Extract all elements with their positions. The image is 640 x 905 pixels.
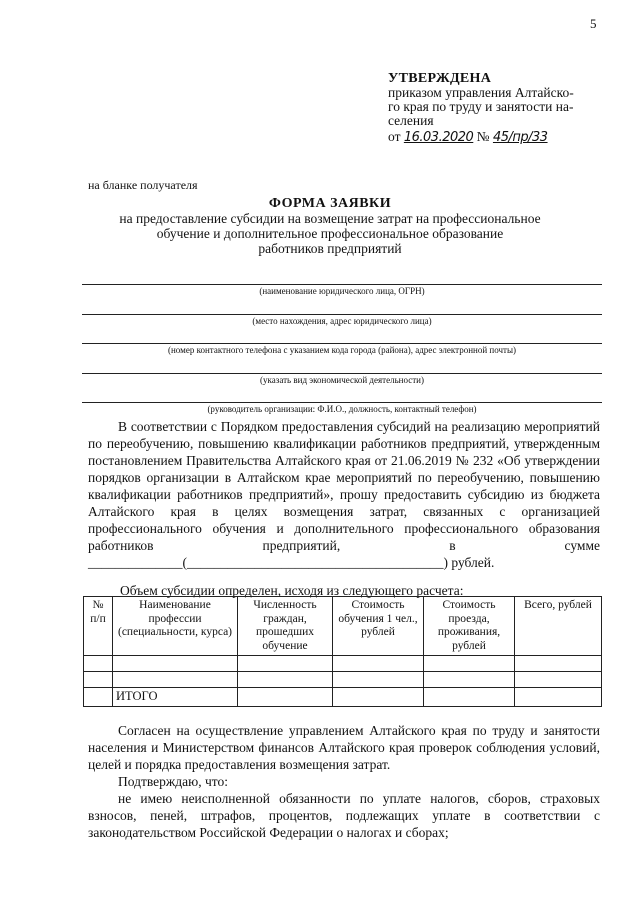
table-cell bbox=[84, 688, 113, 707]
request-text: В соответствии с Порядком предоставления субсидий на реализацию мероприятий по переобучению, повышению квалификации работников предприятий, утвержденным постановлением Правительства Алтайского края от 21.06.2019 № 232 «Об утверждении порядков организации в Алтайском крае мероприятий по переобучению, повышению квалификации работников предприятий», прошу предоставить субсидию из бюджета Алтайского края в целях возмещения затрат, связанных с организацией профессионального обучения и дополнительного профессионального образования работников предприятий, в сумме bbox=[88, 419, 600, 553]
approval-date-line bbox=[388, 130, 603, 145]
field-caption: (наименование юридического лица, ОГРН) bbox=[259, 286, 425, 296]
approval-line: приказом управления Алтайско- bbox=[388, 85, 574, 100]
table-cell[interactable] bbox=[424, 656, 515, 672]
table-cell[interactable] bbox=[424, 672, 515, 688]
table-row bbox=[84, 672, 602, 688]
table-cell[interactable] bbox=[84, 656, 113, 672]
page-number: 5 bbox=[590, 16, 597, 31]
field-line[interactable] bbox=[82, 373, 602, 374]
approval-from-label: от bbox=[388, 129, 401, 144]
main-paragraph bbox=[88, 418, 600, 571]
approval-date: 16.03.2020 bbox=[403, 130, 474, 145]
table-total-row bbox=[84, 688, 602, 707]
approval-line: го края по труду и занятости на- bbox=[388, 99, 574, 114]
field-caption: (место нахождения, адрес юридического лица) bbox=[252, 316, 432, 326]
col-total: Всего, рублей bbox=[515, 597, 602, 656]
col-travel: Стоимость проезда, проживания, рублей bbox=[424, 597, 515, 656]
letterhead-note: на бланке получателя bbox=[88, 178, 198, 192]
table-cell[interactable] bbox=[84, 672, 113, 688]
field-caption: (руководитель организации: Ф.И.О., должность, контактный телефон) bbox=[207, 404, 477, 414]
col-profession: Наименование профессии (специальности, курса) bbox=[113, 597, 238, 656]
form-title: ФОРМА ЗАЯВКИ bbox=[268, 196, 392, 211]
approval-num-label: № bbox=[476, 129, 490, 144]
table-cell[interactable] bbox=[333, 656, 424, 672]
form-subtitle bbox=[60, 211, 600, 256]
col-number: № п/п bbox=[84, 597, 113, 656]
table-cell[interactable] bbox=[333, 688, 424, 707]
field-line[interactable] bbox=[82, 314, 602, 315]
table-cell[interactable] bbox=[238, 688, 333, 707]
field-caption: (номер контактного телефона с указанием кода города (района), адрес электронной почты) bbox=[167, 345, 517, 355]
subtitle-line: работников предприятий bbox=[258, 241, 402, 256]
confirm-item: не имею неисполненной обязанности по уплате налогов, сборов, страховых взносов, пеней, штрафов, процентов, подлежащих уплате в соответствии с законодательством Российской Федерации о налогах и сборах; bbox=[88, 791, 600, 840]
calc-intro: Объем субсидии определен, исходя из следующего расчета: bbox=[120, 583, 464, 598]
table-cell[interactable] bbox=[515, 672, 602, 688]
table-cell[interactable] bbox=[424, 688, 515, 707]
sum-blank[interactable]: ______________(______________________________________) рублей. bbox=[88, 555, 495, 570]
table-cell[interactable] bbox=[515, 688, 602, 707]
consent-paragraph: Согласен на осуществление управлением Алтайского края по труду и занятости населения и Министерством финансов Алтайского края проверок соблюдения условий, целей и порядка предоставления возмещения затрат. bbox=[88, 723, 600, 772]
table-row bbox=[84, 656, 602, 672]
consent-block bbox=[88, 722, 600, 841]
approval-number: 45/пр/33 bbox=[492, 130, 548, 145]
field-line[interactable] bbox=[82, 343, 602, 344]
field-caption: (указать вид экономической деятельности) bbox=[260, 375, 424, 385]
table-cell[interactable] bbox=[238, 656, 333, 672]
col-cost: Стоимость обучения 1 чел., рублей bbox=[333, 597, 424, 656]
table-header-row bbox=[84, 597, 602, 656]
total-label: ИТОГО bbox=[113, 688, 238, 707]
approval-heading: УТВЕРЖДЕНА bbox=[388, 71, 492, 86]
subtitle-line: обучение и дополнительное профессиональное образование bbox=[156, 226, 504, 241]
table-cell[interactable] bbox=[113, 656, 238, 672]
subtitle-line: на предоставление субсидии на возмещение затрат на профессиональное bbox=[119, 211, 541, 226]
approval-line: селения bbox=[388, 113, 434, 128]
table-cell[interactable] bbox=[515, 656, 602, 672]
table-cell[interactable] bbox=[333, 672, 424, 688]
approval-block bbox=[388, 72, 603, 145]
table-cell[interactable] bbox=[113, 672, 238, 688]
confirm-label: Подтверждаю, что: bbox=[118, 774, 228, 789]
calc-table bbox=[83, 596, 602, 707]
table-cell[interactable] bbox=[238, 672, 333, 688]
col-count: Численность граждан, прошедших обучение bbox=[238, 597, 333, 656]
field-line[interactable] bbox=[82, 284, 602, 285]
field-line[interactable] bbox=[82, 402, 602, 403]
